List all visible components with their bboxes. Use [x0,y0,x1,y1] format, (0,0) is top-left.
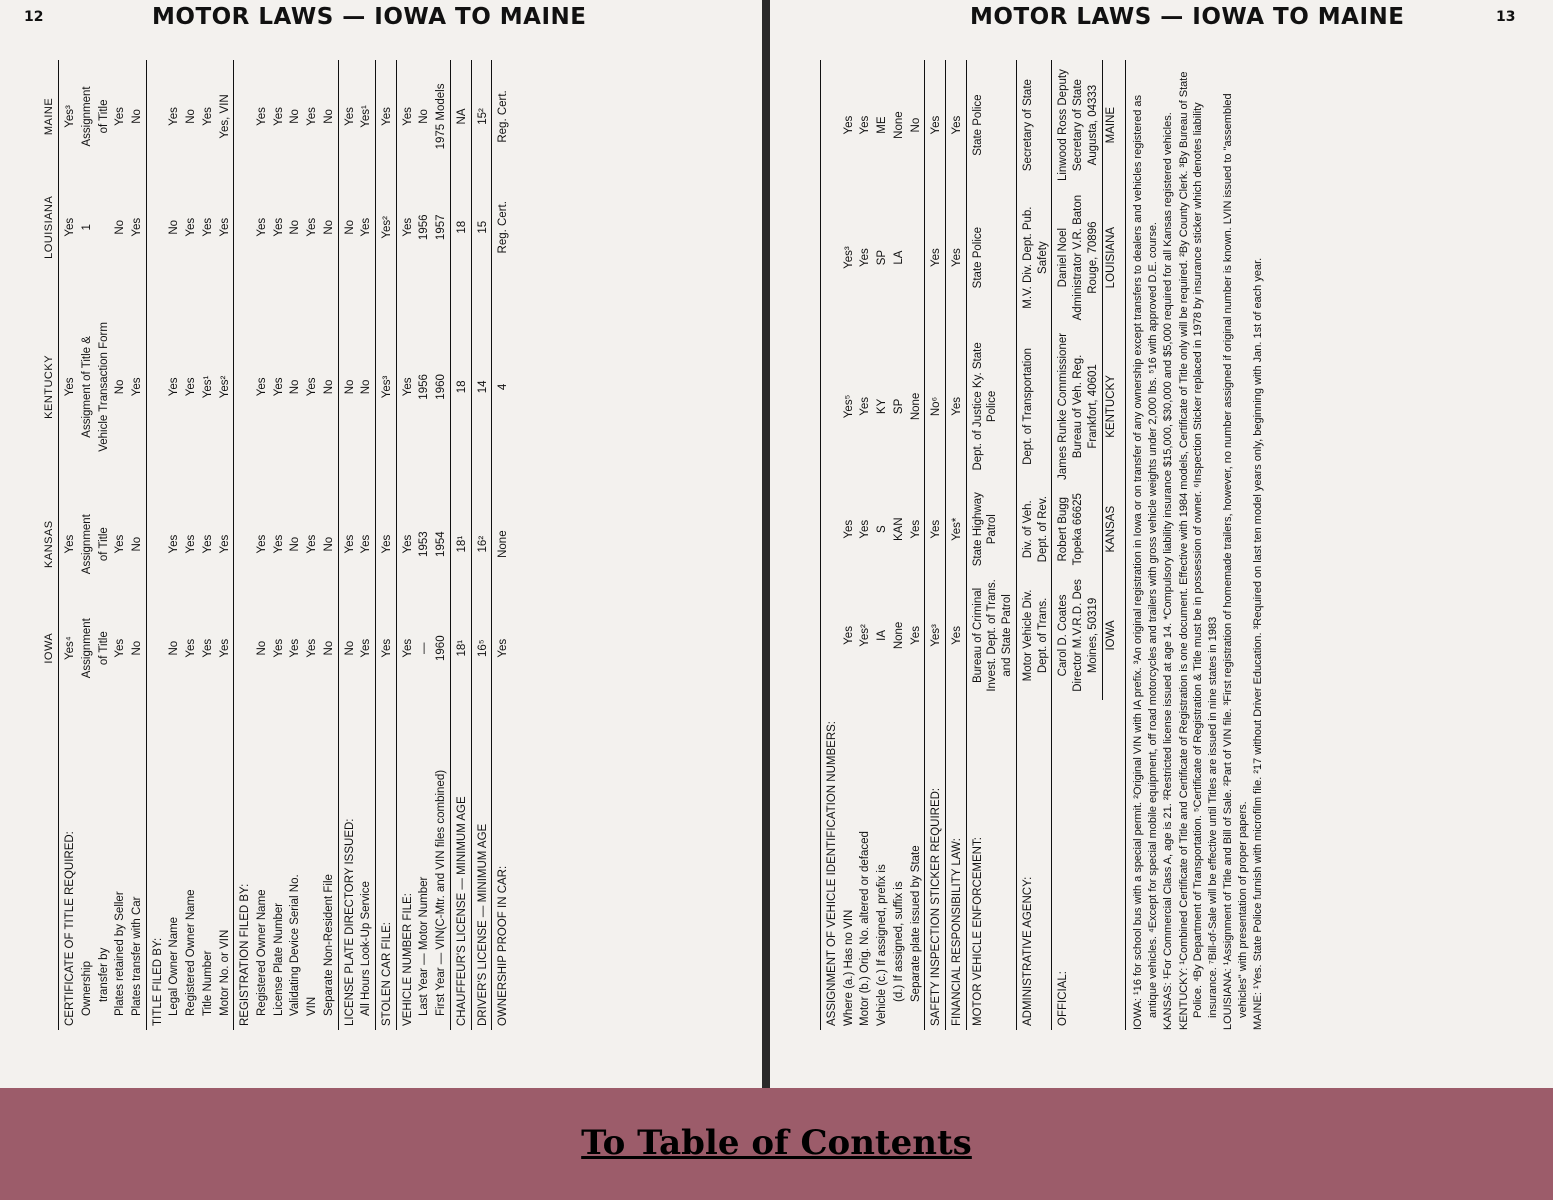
row-label: TITLE FILED BY: [146,700,166,1030]
table-cell: No [130,109,143,124]
table-cell: 1960 [435,374,448,400]
row-label: Plates transfer with Car [130,896,143,1016]
table-cell: No [114,379,127,395]
table-row [396,60,416,1030]
table-cell: Yes [114,107,127,126]
table-cell: No [909,117,922,133]
table-row [857,60,874,1030]
right-table-rotated [820,60,1530,1030]
table-row [59,60,79,1030]
motor-laws-table-right [820,60,1119,1030]
table-cell [234,60,254,173]
table-row [183,60,200,1030]
left-table-rotated [40,60,720,1030]
table-cell: No [289,219,302,235]
table-cell: Bureau of Criminal Invest. Dept. of Trans. and State Patrol [966,571,1016,701]
table-cell: Yes [201,534,214,554]
table-cell: Yes [218,217,231,237]
table-cell: Yes¹ [201,375,214,399]
table-cell: No [322,536,335,552]
table-cell: Yes [360,534,373,554]
table-row [376,60,397,1030]
table-cell: Yes [909,519,922,539]
table-cell: No [322,109,335,124]
table-cell: Yes* [946,488,967,571]
row-label: ADMINISTRATIVE AGENCY: [1016,700,1051,1030]
toc-link-bar [0,1123,1553,1163]
table-cell: Yes [396,492,416,596]
table-cell: 1953 [418,531,431,557]
table-cell: None [892,111,905,139]
table-cell [146,282,166,492]
table-cell: KAN [892,517,905,542]
table-cell: KY [876,398,889,415]
table-cell: Motor Vehicle Div. Dept. of Trans. [1016,571,1051,701]
table-row [966,60,1016,1030]
motor-laws-table-left [40,60,512,1030]
row-label: VEHICLE NUMBER FILE: [396,700,416,1030]
table-cell: of Title [97,99,110,134]
table-row [492,60,512,1030]
row-label: OWNERSHIP PROOF IN CAR: [492,700,512,1030]
page-number-left: 12 [24,9,44,25]
column-footer: LOUISIANA [1102,190,1119,325]
table-cell [146,60,166,173]
table-row [271,60,288,1030]
table-cell: No [338,282,358,492]
column-footer: KENTUCKY [1102,325,1119,488]
table-cell: No [338,173,358,282]
row-label: LICENSE PLATE DIRECTORY ISSUED: [338,700,358,1030]
table-cell: 18¹ [450,492,471,596]
table-row [287,60,304,1030]
table-cell: Yes [925,190,946,325]
row-label: STOLEN CAR FILE: [376,700,397,1030]
row-label: Registered Owner Name [185,889,198,1016]
table-cell: Yes [376,596,397,700]
row-label: (d.) If assigned, suffix is [892,881,905,1002]
table-cell: 1956 [418,214,431,241]
row-label: ASSIGNMENT OF VEHICLE IDENTIFICATION NUMBERS: [821,700,841,1030]
table-row [1052,60,1102,1030]
table-row [234,60,254,1030]
table-cell: Yes [130,377,143,397]
table-row [925,60,946,1030]
table-cell: Yes [859,519,872,539]
table-cell: No [338,596,358,700]
table-cell [821,488,841,571]
row-label: Plates retained by Seller [114,891,127,1016]
footnote-maine: MAINE: ¹Yes. State Police furnish with microfilm file. ²17 without Driver Education. ³Required on last ten model years only, beginning with Jan. 1st of each year. [1252,257,1265,1030]
row-label: REGISTRATION FILED BY: [234,700,254,1030]
table-cell: Yes³ [376,282,397,492]
table-cell [96,173,113,282]
table-cell: Yes [59,492,79,596]
row-label: Legal Owner Name [168,916,181,1016]
table-cell: Assignment [80,618,93,679]
table-row [358,60,375,1030]
table-cell: Vehicle Transaction Form [97,322,110,452]
row-label: Registered Owner Name [255,889,268,1016]
row-label: Validating Device Serial No. [289,874,302,1016]
table-cell: Div. of Veh. Dept. of Rev. [1016,488,1051,571]
table-cell: No [185,109,198,124]
table-cell: 1957 [435,214,448,241]
table-cell: Yes [130,217,143,237]
table-cell: State Highway Patrol [966,488,1016,571]
table-cell: Yes, VIN [218,94,231,139]
table-cell [234,282,254,492]
table-row [304,60,321,1030]
table-cell: Yes [114,638,127,658]
row-label: Separate plate issued by State [909,845,922,1002]
table-row [1016,60,1051,1030]
row-label: All Hours Look-Up Service [360,881,373,1016]
row-label: OFFICIAL: [1052,700,1102,1030]
table-cell: Yes² [859,624,872,647]
table-cell: None [892,621,905,650]
row-label: Vehicle (c.) If assigned, prefix is [876,864,889,1026]
table-row [166,60,183,1030]
table-row [821,60,841,1030]
table-cell: Yes [255,534,268,554]
row-label: FINANCIAL RESPONSIBILITY LAW: [946,700,967,1030]
row-label: MOTOR VEHICLE ENFORCEMENT: [966,700,1016,1030]
table-cell: Yes [925,60,946,190]
table-row [450,60,471,1030]
table-cell: Robert Bugg Topeka 66625 [1052,488,1102,571]
table-cell: 15 [471,173,492,282]
table-cell: Secretary of State [1016,60,1051,190]
table-cell: Yes [272,534,285,554]
table-cell: Yes² [376,173,397,282]
table-cell: Yes [842,115,855,135]
table-cell: 16² [471,492,492,596]
table-row [321,60,338,1030]
table-cell [234,492,254,596]
table-cell: None [909,392,922,421]
table-cell: Carol D. Coates Director M.V.R.D. Des Moines, 50319 [1052,571,1102,701]
table-cell: Yes [946,325,967,488]
table-cell [908,190,925,325]
table-cell: Daniel Noel Administrator V.R. Baton Rouge, 70896 [1052,190,1102,325]
table-row [433,60,450,1030]
footnote-louisiana: LOUISIANA: ¹Assignment of Title and Bill of Sale. ²Part of VIN file. ³First registration of homemade trailers, however, no number assigned if original number is known. LVIN issued to "assembled vehicles" with presentation of proper papers. [1222,93,1249,1030]
row-label: transfer by [97,947,110,1002]
table-cell: Yes [185,377,198,397]
column-header: KANSAS [40,492,59,596]
table-cell: Yes [842,519,855,539]
table-cell: Assignment [80,514,93,575]
table-cell: Yes [376,492,397,596]
table-cell: 18¹ [450,596,471,700]
row-label: SAFETY INSPECTION STICKER REQUIRED: [925,700,946,1030]
table-cell: NA [450,60,471,173]
table-cell: Yes [201,107,214,126]
table-cell: Yes² [218,375,231,399]
footnote-kentucky: KENTUCKY: ¹Combined Certificate of Title and Certificate of Registration is one document. Effective with 1984 models, Certificate of Title only will be required. ²By County Clerk. ³By Bureau of State Police. ⁴By Department of Transportation. ⁵Certificate of Registration & Title must be in possession of owner. ⁶Inspection Sticker replaced in 1978 by insurance sticker which denotes liability insurance. ⁷Bill-of-Sale will be effective until Titles are issued in nine states in 1983 [1177,71,1219,1030]
table-cell: Yes [255,217,268,237]
row-label: Where (a.) Has no VIN [842,909,855,1026]
column-footer: KANSAS [1102,488,1119,571]
table-row [471,60,492,1030]
table-cell: No [289,109,302,124]
table-row [946,60,967,1030]
row-label: Motor (b.) Orig. No. altered or defaced [859,831,872,1026]
table-row [217,60,234,1030]
table-cell: Yes [168,107,181,126]
table-cell: Yes³ [842,246,855,269]
table-cell: Linwood Ross Deputy Secretary of State Augusta, 04333 [1052,60,1102,190]
table-cell [234,596,254,700]
row-label: First Year — VIN(C-Mtr. and VIN files combined) [435,769,448,1016]
table-cell: State Police [966,60,1016,190]
row-label: DRIVER'S LICENSE — MINIMUM AGE [471,700,492,1030]
table-cell [821,571,841,701]
table-cell: of Title [97,527,110,562]
table-cell: 16⁵ [471,596,492,700]
column-header: LOUISIANA [40,173,59,282]
table-cell: Yes [946,571,967,701]
table-cell: Yes [396,596,416,700]
table-cell: SP [892,398,905,415]
table-cell: 1960 [435,635,448,661]
table-cell: Yes [859,397,872,416]
table-cell: None [492,492,512,596]
table-row [200,60,217,1030]
table-row [112,60,129,1030]
table-cell [146,596,166,700]
table-body-right [821,60,1103,1030]
table-cell: No [322,219,335,235]
table-row [841,60,858,1030]
table-cell: Dept. of Transportation [1016,325,1051,488]
table-row [79,60,96,1030]
table-cell: Reg. Cert. [492,173,512,282]
table-cell: LA [892,250,905,265]
table-cell: Yes [201,217,214,237]
footnote-iowa: IOWA: ¹16 for school bus with a special permit. ²Original VIN with IA prefix. ³An original registration in Iowa or on transfer of any ownership except transfers to dealers and vehicles registered as antique vehicles. ⁴Except for special mobile equipment, off road motorcycles and trailers with gross vehicle weights under 2,000 lbs. ⁵16 with approved D.E. course. [1132,94,1159,1030]
table-cell: Yes³ [925,571,946,701]
table-cell: Yes [306,534,319,554]
table-cell: No [360,379,373,395]
table-cell: Yes [185,534,198,554]
table-cell: Yes [272,217,285,237]
table-cell: No [322,379,335,395]
table-cell: No [322,640,335,656]
column-header: MAINE [40,60,59,173]
table-cell: Yes [338,492,358,596]
table-cell: IA [876,629,889,641]
table-cell: Yes [59,282,79,492]
page-number-right: 13 [1496,9,1516,25]
table-cell [821,190,841,325]
page-header-right: MOTOR LAWS — IOWA TO MAINE [970,4,1405,30]
table-cell: Yes [185,638,198,658]
column-footer: IOWA [1102,571,1119,701]
table-row [891,60,908,1030]
table-row [96,60,113,1030]
table-cell: No [130,640,143,656]
table-cell: 15² [471,60,492,173]
footnotes [1125,60,1266,1030]
table-cell: Yes [396,173,416,282]
table-cell: No [114,219,127,235]
table-cell: No [168,640,181,656]
table-cell: Reg. Cert. [492,60,512,173]
table-cell: No⁶ [925,325,946,488]
table-cell: Yes [201,638,214,658]
table-cell: 1975 Models [435,83,448,150]
table-cell: Yes [338,60,358,173]
row-label: Motor No. or VIN [218,929,231,1016]
table-cell: Yes [218,534,231,554]
table-cell: Yes [360,638,373,658]
table-cell: 18 [450,173,471,282]
footnote-kansas: KANSAS: ¹For Commercial Class A, age is 21. ²Restricted license issued at age 14. *Compulsory liability insurance $15,000, $30,000 and $5,000 required for all Kansas registered vehicles. [1162,112,1175,1030]
table-cell: Yes [306,217,319,237]
table-cell: Yes [272,638,285,658]
table-body-left [59,60,512,1030]
page-header-left: MOTOR LAWS — IOWA TO MAINE [152,4,587,30]
right-page [770,0,1553,1088]
table-cell: — [418,642,431,654]
row-label: Ownership [80,961,93,1016]
book-gutter [762,0,770,1088]
table-cell: Yes [185,217,198,237]
table-cell: Yes [168,377,181,397]
table-cell [821,60,841,190]
table-cell: Yes³ [59,60,79,173]
table-cell: Yes [59,173,79,282]
table-cell: SP [876,249,889,266]
row-label: VIN [306,996,319,1016]
table-cell: State Police [966,190,1016,325]
column-footer: MAINE [1102,60,1119,190]
table-row [874,60,891,1030]
table-cell: Yes [859,115,872,135]
table-cell: Yes [114,534,127,554]
table-cell: Yes [360,217,373,237]
table-cell: No [255,640,268,656]
column-header: IOWA [40,596,59,700]
table-cell: Assignment [80,86,93,147]
table-cell: Yes [376,60,397,173]
table-cell: S [876,525,889,534]
row-label: License Plate Number [272,902,285,1016]
table-cell: Yes [168,534,181,554]
table-cell: Assigment of Title & [80,336,93,438]
table-cell: Yes [396,282,416,492]
table-cell: No [289,536,302,552]
table-cell: ME [876,116,889,134]
table-cell: 14 [471,282,492,492]
row-label: CERTIFICATE OF TITLE REQUIRED: [59,700,79,1030]
table-cell: Yes [842,626,855,645]
table-cell: Yes [289,638,302,658]
table-cell: Yes [909,626,922,645]
table-cell: Yes [306,377,319,397]
table-of-contents-link[interactable]: To Table of Contents [581,1123,972,1163]
table-cell: Yes [255,377,268,397]
table-row [254,60,271,1030]
table-cell: Yes⁴ [59,596,79,700]
table-cell: Yes [925,488,946,571]
table-cell: Yes [272,107,285,126]
table-cell: Yes [946,60,967,190]
table-cell: Yes [255,107,268,126]
table-row [338,60,358,1030]
table-cell: No [289,379,302,395]
table-row [146,60,166,1030]
table-cell: M.V. Div. Dept. Pub. Safety [1016,190,1051,325]
table-cell: 1954 [435,531,448,557]
table-cell [821,325,841,488]
table-cell: 1956 [418,374,431,400]
table-cell: Yes [396,60,416,173]
table-cell [234,173,254,282]
table-cell: 4 [492,282,512,492]
table-cell: Yes [946,190,967,325]
left-page [0,0,762,1088]
table-cell: No [418,109,431,124]
table-row [416,60,433,1030]
table-row [908,60,925,1030]
table-cell: Yes [492,596,512,700]
table-cell [146,492,166,596]
row-label: CHAUFFEUR'S LICENSE — MINIMUM AGE [450,700,471,1030]
table-cell: Yes [272,377,285,397]
table-cell: No [168,219,181,235]
row-label: Last Year — Motor Number [418,876,431,1016]
table-cell: 1 [80,224,93,231]
table-cell: Yes¹ [360,105,373,128]
table-cell: Yes [859,248,872,268]
table-cell: Dept. of Justice Ky. State Police [966,325,1016,488]
row-label: Title Number [201,950,214,1016]
table-cell: Yes [306,107,319,126]
table-cell: 18 [450,282,471,492]
table-cell: of Title [97,631,110,666]
table-cell: Yes⁵ [842,394,855,419]
table-cell: James Runke Commissioner Bureau of Veh. Reg. Frankfort, 40601 [1052,325,1102,488]
table-cell: Yes [306,638,319,658]
table-cell [146,173,166,282]
row-label: Separate Non-Resident File [322,874,335,1016]
table-row [129,60,146,1030]
table-cell: Yes [218,638,231,658]
column-header: KENTUCKY [40,282,59,492]
table-cell: No [130,536,143,552]
